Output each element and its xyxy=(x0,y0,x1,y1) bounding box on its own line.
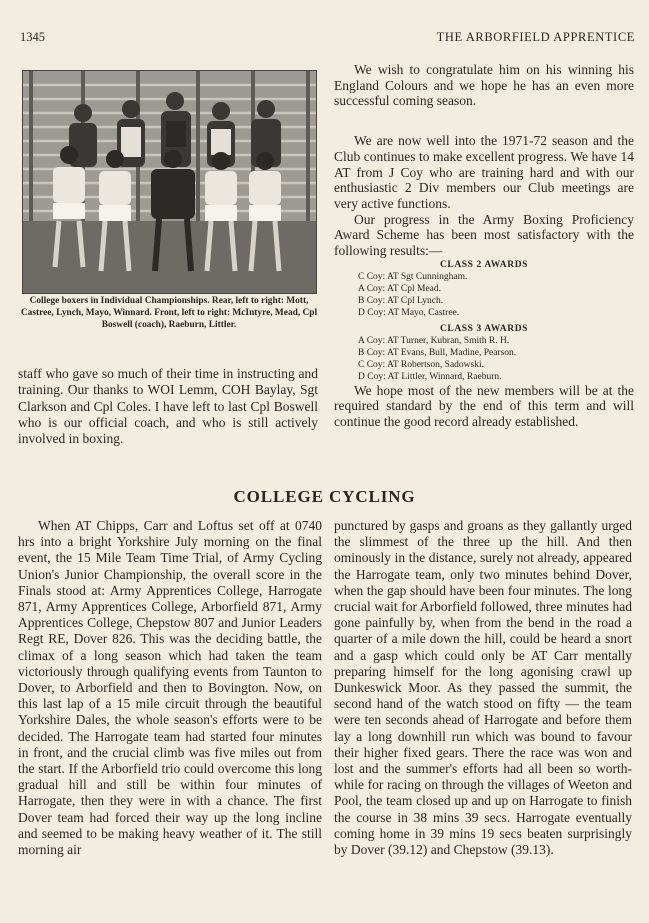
award-entry: A Coy: AT Turner, Kubran, Smith R. H. xyxy=(358,335,510,346)
boxers-team-photo xyxy=(22,70,317,294)
paragraph-gap xyxy=(334,109,634,133)
cycling-text-left xyxy=(18,518,322,858)
boxing-text-left xyxy=(18,366,318,447)
season-progress-paragraph: We are now well into the 1971-72 season and the Club continues to make excellent progress. We have 14 AT from J Coy who are training hard and with our enthusiastic 2 Div members our Club meetings are very active functions. xyxy=(334,133,634,211)
cycling-paragraph: When AT Chipps, Carr and Loftus set off at 0740 hrs into a bright Yorkshire July morning on the final event, the 15 Mile Team Time Trial, of Army Cycling Union's Junior Championship, the overall score in the Finals stood at: Army Apprentices College, Harrogate 871, Army Apprentices College, Arborfield 871, Army Apprentices College, Chepstow 807 and Junior Leaders Regt RE, Dover 826. This was the deciding battle, the climax of a long season which had taken the team victoriously through qualifying events from Taunton to Dover, to Arborfield and then to Bovington. Now, on this last lap of a 15 mile circuit through the beautiful Yorkshire Dales, the whole season's efforts were to be decided. The Harrogate team had started four minutes in front, and the crucial climb was five miles out from the start. If the Arborfield trio could overcome this long gradual hill and still be within four minutes of Harrogate, then they were in with a chance. The first Dover team had forced their way up the long incline and seemed to be making heavy weather of it. The still morning air xyxy=(18,518,322,858)
award-entry: D Coy: AT Mayo, Castree. xyxy=(358,307,460,318)
boxing-text-right xyxy=(334,62,634,430)
award-entry: D Coy: AT Littler, Winnard, Raeburn. xyxy=(358,371,502,382)
award-entry: C Coy: AT Robertson, Sadowski. xyxy=(358,359,484,370)
publication-title: THE ARBORFIELD APPRENTICE xyxy=(436,30,635,44)
award-entry: A Coy: AT Cpl Mead. xyxy=(358,283,441,294)
cycling-text-right xyxy=(334,518,632,858)
cycling-paragraph-continued: punctured by gasps and groans as they gallantly urged the slimmest of the three up the hill. And then ominously in the distance, surely not already, appeared the Harrogate team, only two minutes behind Dover, when the gap should have been four minutes. The long crucial wait for Arborfield followed, three minutes had gone painfully by, when from the bend in the road a quarter of a mile down the hill, could be heard a snort and a gasp which could only be AT Carr mentally preparing himself for the long agonising crawl up Dunkeswick Moor. As they passed the summit, the second hand of the watch stood on fifty — the team were ten seconds ahead of Harrogate and before them lay a long downhill run which was bound to favour their higher fixed gears. There the race was won and lost and the summer's efforts had all been so worth-while for racing on through the villages of Weeton and Pool, the team closed up and up on Harrogate to finish the course in 38 mins 39 secs. Harrogate eventually coming home in 39 mins 19 secs beaten surprisingly by Dover (39.12) and Chepstow (39.13). xyxy=(334,518,632,858)
award-entry: B Coy: AT Evans, Bull, Madine, Pearson. xyxy=(358,347,517,358)
award-entry: B Coy: AT Cpl Lynch. xyxy=(358,295,444,306)
photo-illustration xyxy=(23,71,316,293)
section-title: COLLEGE CYCLING xyxy=(233,487,416,506)
page-number: 1345 xyxy=(20,30,45,44)
class2-awards-heading: CLASS 2 AWARDS xyxy=(439,259,529,270)
award-scheme-paragraph: Our progress in the Army Boxing Proficiency Award Scheme has been most satisfactory with the following results:— xyxy=(334,211,634,259)
class3-awards-heading: CLASS 3 AWARDS xyxy=(439,323,529,334)
congratulations-paragraph: We wish to congratulate him on his winning his England Colours and we hope he has an even more successful coming season. xyxy=(334,62,634,109)
award-entry: C Coy: AT Sgt Cunningham. xyxy=(358,271,468,282)
closing-paragraph: We hope most of the new members will be at the required standard by the end of this term and will continue the good record already established. xyxy=(334,382,634,430)
boxing-thanks-paragraph: staff who gave so much of their time in instructing and training. Our thanks to WOI Lemm, COH Baylay, Sgt Clarkson and Cpl Coles. I have left to last Cpl Boswell who is our official coach, and who is still actively involved in boxing. xyxy=(18,366,318,447)
photo-caption: College boxers in Individual Championships. Rear, left to right: Mott, Castree, Lynch, Mayo, Winnard. Front, left to right: McIntyre, Mead, Cpl Boswell (coach), Raeburn, Littler. xyxy=(20,296,318,330)
